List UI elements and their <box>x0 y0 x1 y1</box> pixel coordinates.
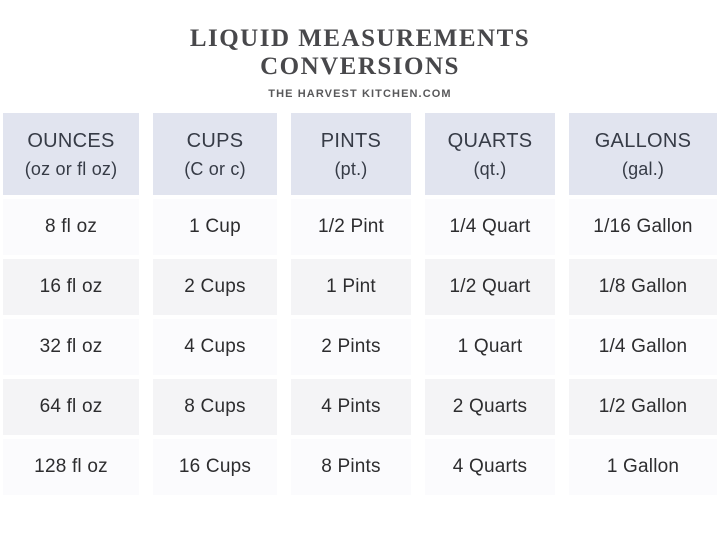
column-header-label: PINTS <box>320 130 382 152</box>
table-cell-pints: 8 Pints <box>291 439 411 495</box>
table-cell-quarts: 4 Quarts <box>425 439 555 495</box>
column-header-sublabel: (oz or fl oz) <box>24 159 118 179</box>
table-cell-quarts: 1/4 Quart <box>425 199 555 255</box>
column-header-pints <box>291 113 411 195</box>
page-title-line2: CONVERSIONS <box>260 53 460 80</box>
column-header-sublabel: (pt.) <box>334 159 368 179</box>
table-cell-pints: 1 Pint <box>291 259 411 315</box>
page-title-line1: LIQUID MEASUREMENTS <box>189 25 531 52</box>
table-cell-cups: 4 Cups <box>153 319 277 375</box>
table-cell-quarts: 1 Quart <box>425 319 555 375</box>
table-cell-ounces: 128 fl oz <box>3 439 139 495</box>
column-header-sublabel: (gal.) <box>621 159 665 179</box>
conversions-table <box>3 113 717 495</box>
table-cell-cups: 1 Cup <box>153 199 277 255</box>
table-cell-ounces: 16 fl oz <box>3 259 139 315</box>
table-cell-gallons: 1 Gallon <box>569 439 717 495</box>
table-cell-pints: 4 Pints <box>291 379 411 435</box>
table-cell-cups: 2 Cups <box>153 259 277 315</box>
column-header-quarts <box>425 113 555 195</box>
source-credit: THE HARVEST KITCHEN.COM <box>268 88 452 100</box>
table-cell-pints: 1/2 Pint <box>291 199 411 255</box>
table-cell-quarts: 2 Quarts <box>425 379 555 435</box>
table-cell-gallons: 1/16 Gallon <box>569 199 717 255</box>
column-header-label: OUNCES <box>27 130 115 152</box>
table-cell-gallons: 1/8 Gallon <box>569 259 717 315</box>
table-cell-quarts: 1/2 Quart <box>425 259 555 315</box>
table-cell-gallons: 1/4 Gallon <box>569 319 717 375</box>
column-header-sublabel: (qt.) <box>473 159 507 179</box>
column-header-gallons <box>569 113 717 195</box>
title-block <box>0 0 720 100</box>
table-cell-ounces: 8 fl oz <box>3 199 139 255</box>
column-header-label: CUPS <box>186 130 244 152</box>
table-cell-cups: 16 Cups <box>153 439 277 495</box>
column-header-label: QUARTS <box>447 130 533 152</box>
column-header-ounces <box>3 113 139 195</box>
table-cell-pints: 2 Pints <box>291 319 411 375</box>
table-cell-ounces: 64 fl oz <box>3 379 139 435</box>
column-header-cups <box>153 113 277 195</box>
table-cell-gallons: 1/2 Gallon <box>569 379 717 435</box>
column-header-label: GALLONS <box>594 130 692 152</box>
table-cell-ounces: 32 fl oz <box>3 319 139 375</box>
column-header-sublabel: (C or c) <box>184 159 246 179</box>
table-cell-cups: 8 Cups <box>153 379 277 435</box>
